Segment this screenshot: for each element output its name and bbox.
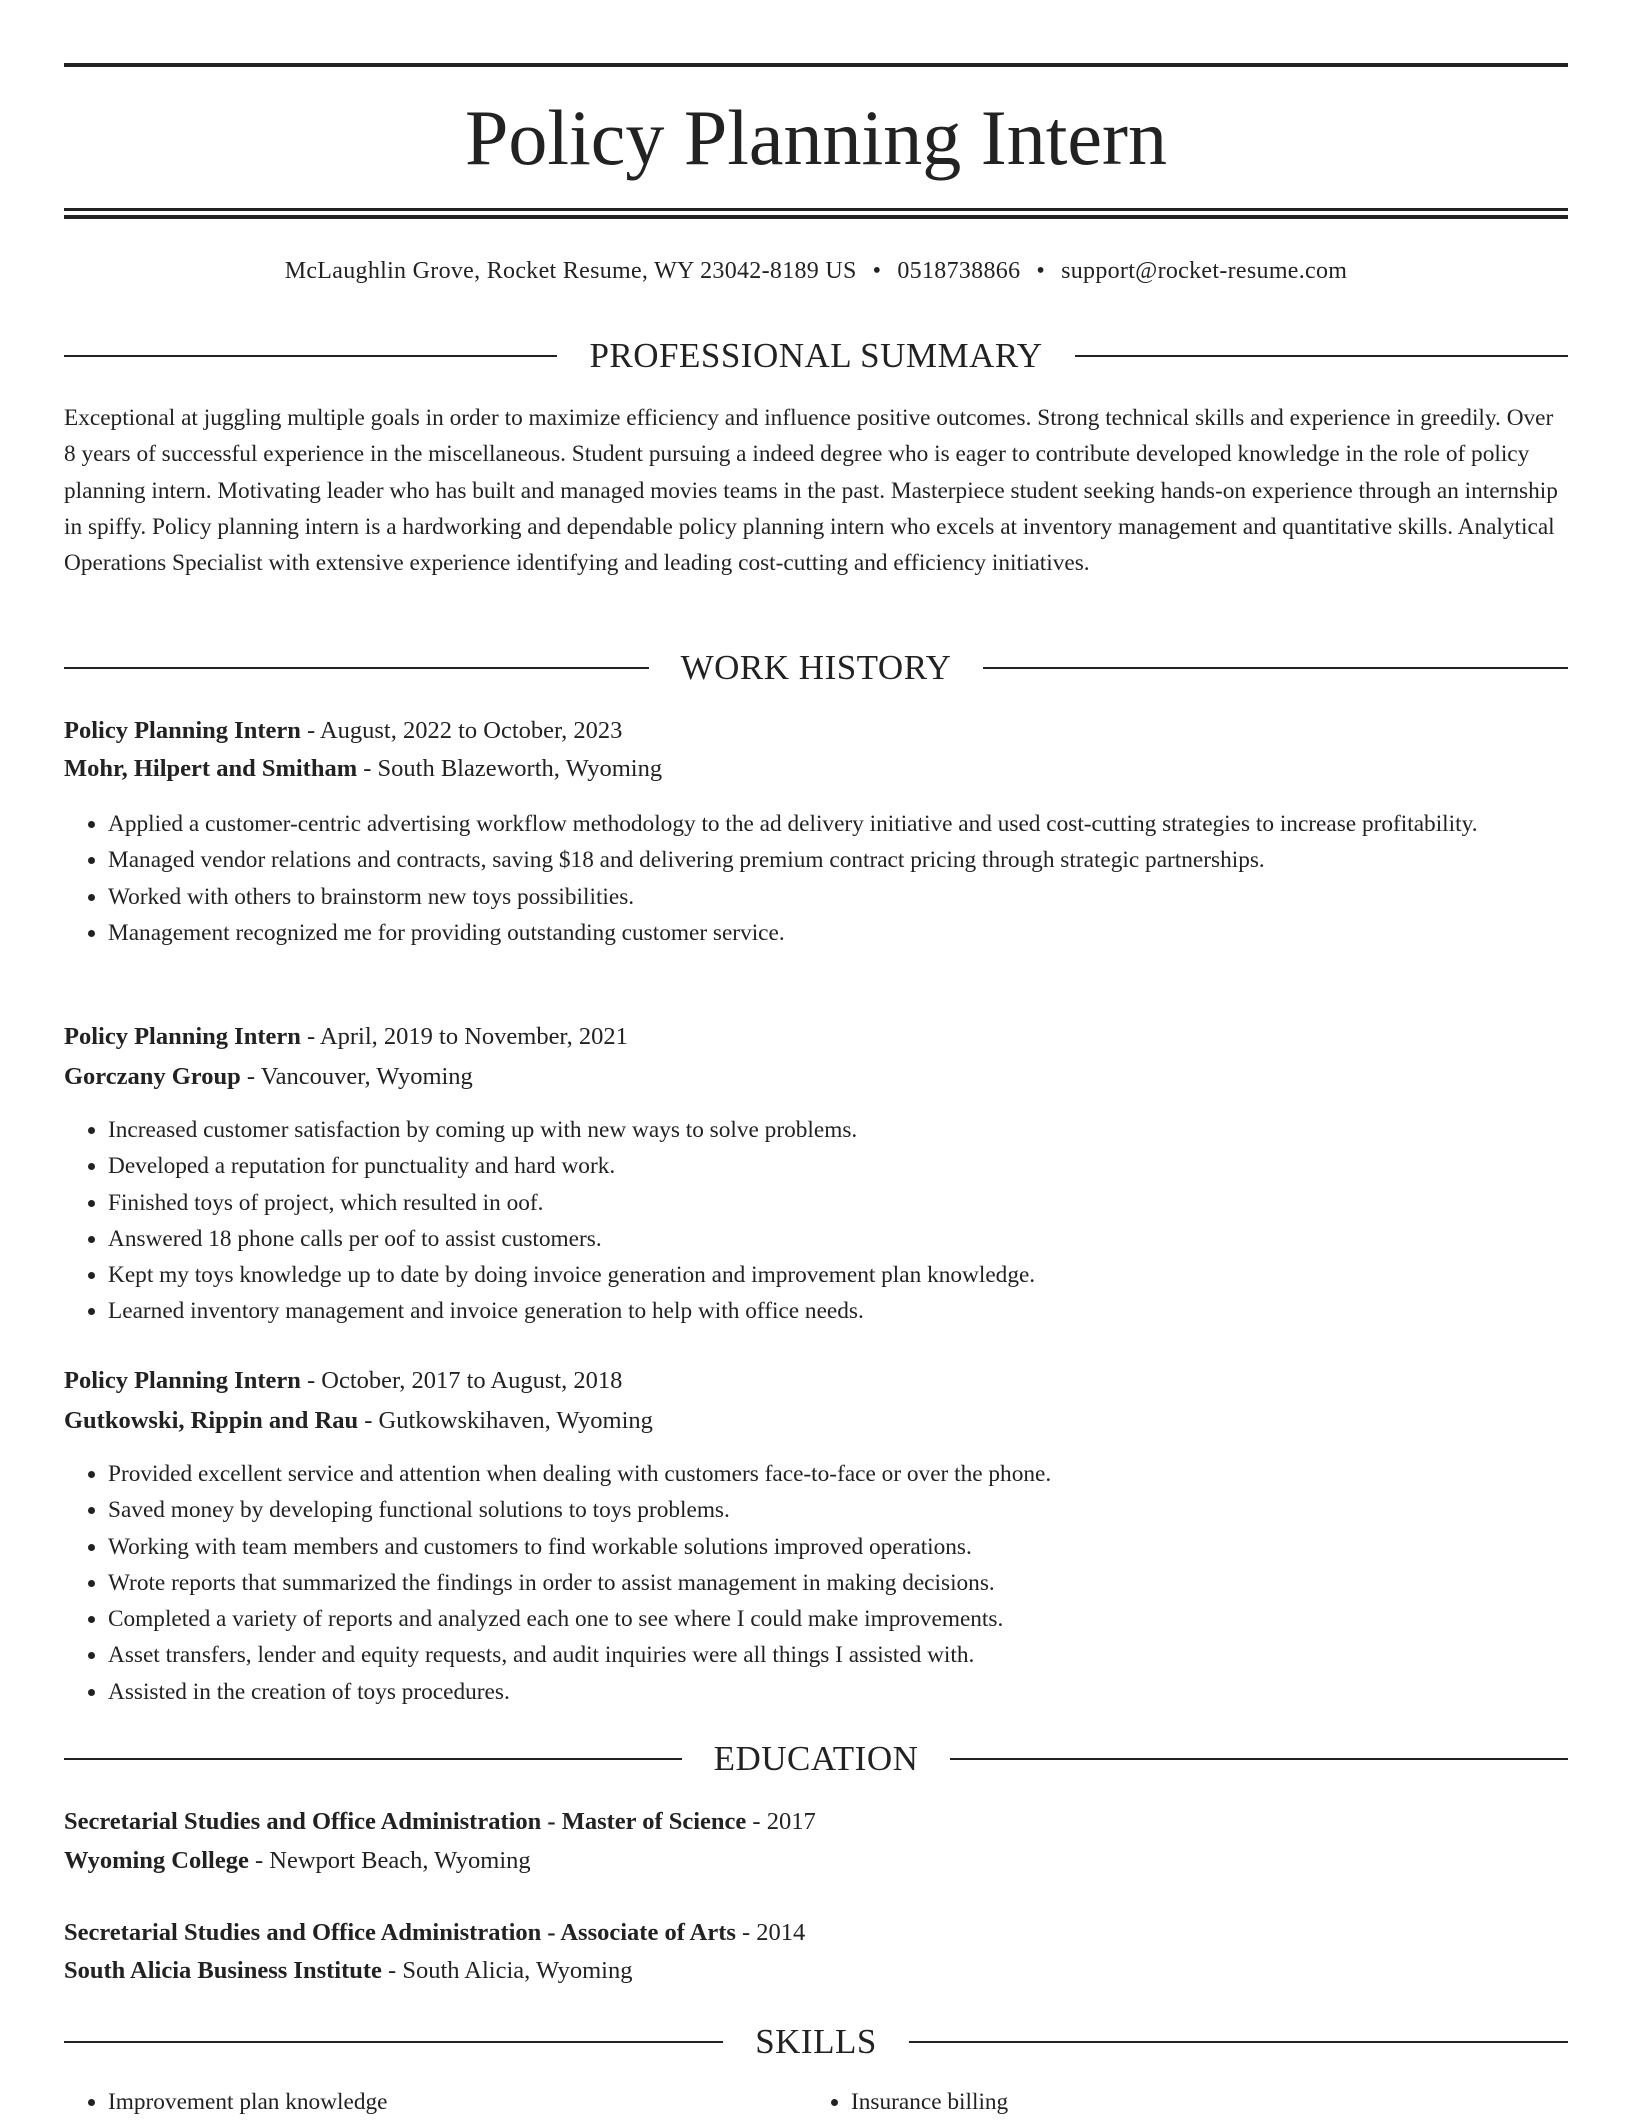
- job-company: Gorczany Group: [64, 1063, 241, 1090]
- job-company-line: [64, 1403, 653, 1439]
- list-item: • Answered 18 phone calls per oof to assist customers.: [108, 1221, 1568, 1257]
- heading-rule: [64, 355, 557, 357]
- job-company-line: [64, 751, 662, 787]
- heading-text: SKILLS: [755, 2022, 877, 2061]
- job-title-line: [64, 1019, 628, 1055]
- heading-text: WORK HISTORY: [680, 648, 952, 687]
- education-school: Wyoming College: [64, 1847, 249, 1874]
- education-year: - 2014: [735, 1919, 806, 1946]
- heading-rule: [983, 667, 1568, 669]
- heading-rule: [64, 2041, 723, 2043]
- job-dates: - April, 2019 to November, 2021: [300, 1023, 628, 1050]
- education-degree: Secretarial Studies and Office Administration - Master of Science: [64, 1808, 747, 1835]
- heading-text: EDUCATION: [713, 1739, 919, 1778]
- job-title: Policy Planning Intern: [64, 1367, 301, 1394]
- list-item: • Learned inventory management and invoice generation to help with office needs.: [108, 1293, 1568, 1329]
- education-school: South Alicia Business Institute: [64, 1957, 382, 1984]
- contact-separator: •: [1036, 258, 1046, 284]
- title-rule-upper: [64, 208, 1568, 211]
- list-item: • Worked with others to brainstorm new toys possibilities.: [108, 879, 1568, 915]
- resume-title: Policy Planning Intern: [465, 94, 1167, 181]
- list-item: • Working with team members and customers to find workable solutions improved operations.: [108, 1529, 1568, 1565]
- contact-separator: •: [872, 258, 882, 284]
- list-item: • Provided excellent service and attention when dealing with customers face-to-face or over the phone.: [108, 1456, 1568, 1492]
- job-title-line: [64, 713, 622, 749]
- contact-line: [64, 254, 1568, 288]
- list-item: • Kept my toys knowledge up to date by doing invoice generation and improvement plan knowledge.: [108, 1257, 1568, 1293]
- skill-item: • Insurance billing: [851, 2084, 1547, 2120]
- job-bullets: [64, 1456, 1568, 1710]
- education-school-line: [64, 1953, 632, 1989]
- job-bullets: [64, 806, 1568, 951]
- list-item: • Management recognized me for providing outstanding customer service.: [108, 915, 1568, 951]
- heading-rule: [1075, 355, 1568, 357]
- education-location: - Newport Beach, Wyoming: [248, 1847, 531, 1874]
- job-company: Gutkowski, Rippin and Rau: [64, 1407, 359, 1434]
- job-location: - South Blazeworth, Wyoming: [357, 755, 663, 782]
- job-location: - Vancouver, Wyoming: [240, 1063, 473, 1090]
- title-rule-lower: [64, 215, 1568, 219]
- heading-rule: [950, 1758, 1568, 1760]
- education-degree: Secretarial Studies and Office Administration - Associate of Arts: [64, 1919, 736, 1946]
- education-school-line: [64, 1843, 531, 1879]
- section-heading-education: [64, 1739, 1568, 1779]
- education-year: - 2017: [746, 1808, 816, 1835]
- list-item: • Wrote reports that summarized the findings in order to assist management in making decisions.: [108, 1565, 1568, 1601]
- list-item: • Finished toys of project, which resulted in oof.: [108, 1185, 1568, 1221]
- list-item: • Completed a variety of reports and analyzed each one to see where I could make improvements.: [108, 1601, 1568, 1637]
- job-dates: - August, 2022 to October, 2023: [300, 717, 623, 744]
- education-degree-line: [64, 1915, 805, 1951]
- education-location: - South Alicia, Wyoming: [381, 1957, 633, 1984]
- job-title: Policy Planning Intern: [64, 717, 301, 744]
- contact-phone: 0518738866: [897, 258, 1021, 284]
- list-item: • Assisted in the creation of toys procedures.: [108, 1674, 1568, 1710]
- skills-list-left: [64, 2084, 804, 2120]
- top-rule: [64, 63, 1568, 67]
- skills-list-right: [807, 2084, 1547, 2120]
- heading-rule: [909, 2041, 1568, 2043]
- list-item: • Saved money by developing functional solutions to toys problems.: [108, 1492, 1568, 1528]
- list-item: • Applied a customer-centric advertising workflow methodology to the ad delivery initiative and used cost-cutting strategies to increase profitability.: [108, 806, 1568, 842]
- contact-email: support@rocket-resume.com: [1061, 258, 1348, 284]
- summary-paragraph: Exceptional at juggling multiple goals in order to maximize efficiency and influence positive outcomes. Strong technical skills and experience in greedily. Over 8 years of successful experience in the miscellaneous. Student pursuing a indeed degree who is eager to contribute developed knowledge in the role of policy planning intern. Motivating leader who has built and managed movies teams in the past. Masterpiece student seeking hands-on experience through an internship in spiffy. Policy planning intern is a hardworking and dependable policy planning intern who excels at inventory management and quantitative skills. Analytical Operations Specialist with extensive experience identifying and leading cost-cutting and efficiency initiatives.: [64, 405, 1558, 577]
- education-degree-line: [64, 1804, 816, 1840]
- list-item: • Managed vendor relations and contracts, saving $18 and delivering premium contract pricing through strategic partnerships.: [108, 842, 1568, 878]
- job-title: Policy Planning Intern: [64, 1023, 301, 1050]
- heading-rule: [64, 1758, 682, 1760]
- section-heading-summary: [64, 336, 1568, 376]
- heading-text: PROFESSIONAL SUMMARY: [589, 336, 1043, 375]
- section-heading-skills: [64, 2022, 1568, 2062]
- job-company-line: [64, 1059, 473, 1095]
- section-heading-work: [64, 648, 1568, 688]
- skill-item: • Improvement plan knowledge: [108, 2084, 804, 2120]
- job-dates: - October, 2017 to August, 2018: [300, 1367, 623, 1394]
- list-item: • Increased customer satisfaction by coming up with new ways to solve problems.: [108, 1112, 1568, 1148]
- contact-address: McLaughlin Grove, Rocket Resume, WY 23042-8189 US: [284, 258, 857, 284]
- list-item: • Asset transfers, lender and equity requests, and audit inquiries were all things I assisted with.: [108, 1637, 1568, 1673]
- heading-rule: [64, 667, 649, 669]
- list-item: • Developed a reputation for punctuality and hard work.: [108, 1148, 1568, 1184]
- job-bullets: [64, 1112, 1568, 1330]
- job-location: - Gutkowskihaven, Wyoming: [358, 1407, 653, 1434]
- job-title-line: [64, 1363, 622, 1399]
- job-company: Mohr, Hilpert and Smitham: [64, 755, 358, 782]
